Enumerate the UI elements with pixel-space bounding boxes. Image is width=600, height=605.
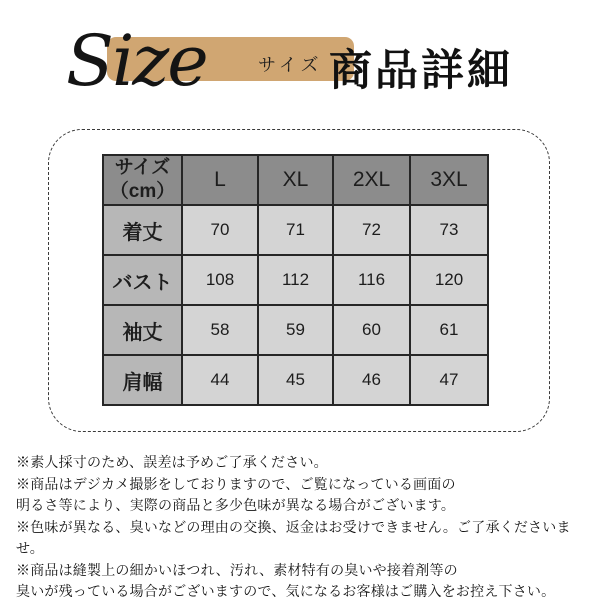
row-label-length: 着丈 (103, 205, 182, 255)
corner-line1: サイズ (114, 157, 171, 179)
col-header-l: L (182, 155, 258, 205)
row-label-bust: バスト (103, 255, 182, 305)
cell-value: 60 (333, 305, 410, 355)
table-row (103, 205, 488, 255)
cell-value: 71 (258, 205, 333, 255)
cell-value: 61 (410, 305, 488, 355)
cell-value: 108 (182, 255, 258, 305)
cell-value: 44 (182, 355, 258, 405)
disclaimer-notes (16, 452, 594, 603)
table-row (103, 255, 488, 305)
page-title: 商品詳細 (329, 46, 513, 96)
size-script-text: Size (66, 20, 207, 102)
corner-cell (103, 155, 182, 205)
col-header-xl: XL (258, 155, 333, 205)
table-row (103, 355, 488, 405)
note-line: 明るさ等により、実際の商品と多少色味が異なる場合がございます。 (16, 497, 456, 513)
cell-value: 47 (410, 355, 488, 405)
cell-value: 46 (333, 355, 410, 405)
cell-value: 70 (182, 205, 258, 255)
cell-value: 59 (258, 305, 333, 355)
cell-value: 120 (410, 255, 488, 305)
note-line: 臭いが残っている場合がございますので、気になるお客様はご購入をお控え下さい。 (16, 583, 556, 599)
col-header-2xl: 2XL (333, 155, 410, 205)
size-table (102, 154, 489, 406)
row-label-sleeve: 袖丈 (103, 305, 182, 355)
col-header-3xl: 3XL (410, 155, 488, 205)
cell-value: 116 (333, 255, 410, 305)
table-header-row (103, 155, 488, 205)
cell-value: 112 (258, 255, 333, 305)
cell-value: 73 (410, 205, 488, 255)
note-line: ※商品はデジカメ撮影をしておりますので、ご覧になっている画面の (16, 475, 456, 492)
cell-value: 58 (182, 305, 258, 355)
table-row (103, 305, 488, 355)
note-line: ※商品は縫製上の細かいほつれ、汚れ、素材特有の臭いや接着剤等の (16, 561, 458, 578)
corner-line2: （cm） (109, 181, 176, 202)
cell-value: 72 (333, 205, 410, 255)
row-label-shoulder: 肩幅 (103, 355, 182, 405)
note-line: ※素人採寸のため、誤差は予めご了承ください。 (16, 454, 328, 470)
cell-value: 45 (258, 355, 333, 405)
size-jp-label: サイズ (258, 55, 323, 75)
note-line: ※色味が異なる、臭いなどの理由の交換、返金はお受けできません。ご了承くださいませ。 (16, 518, 571, 556)
